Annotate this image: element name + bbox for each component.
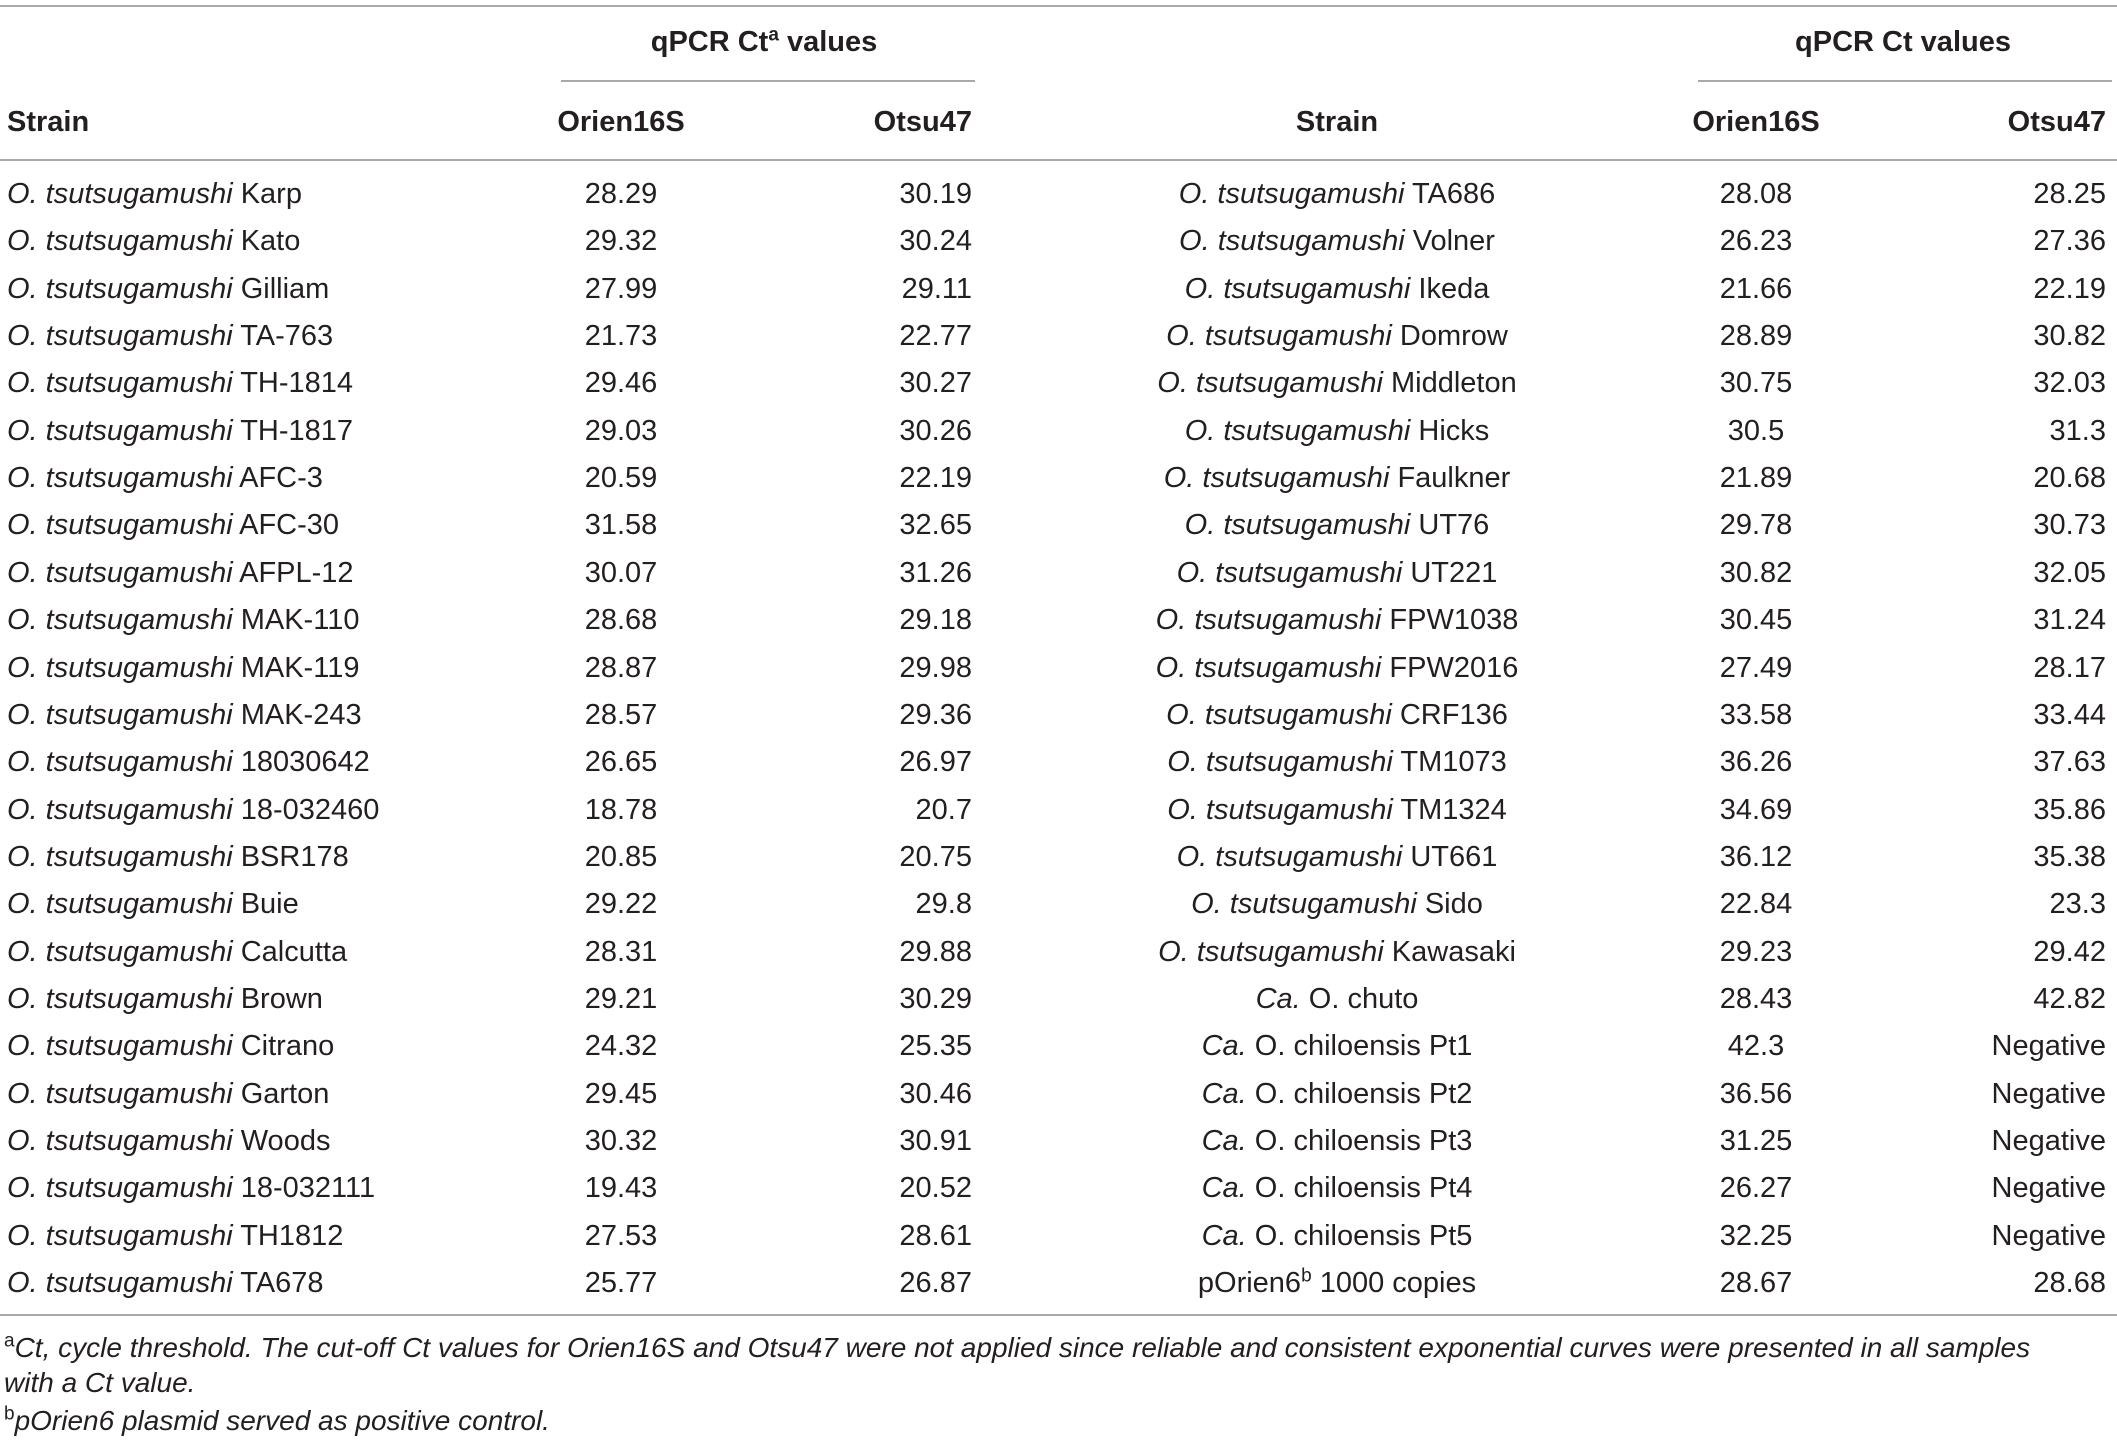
footnote-b-mark: b <box>4 1403 15 1425</box>
otsu47-value-right: 31.24 <box>2033 604 2106 636</box>
strain-label: Woods <box>232 1125 331 1157</box>
otsu47-value-right: 30.73 <box>2033 509 2106 541</box>
col-header-orien16s-left: Orien16S <box>557 106 685 138</box>
strain-genus: O. tsutsugamushi <box>7 509 233 541</box>
strain-label: Hicks <box>1410 415 1490 447</box>
strain-genus: Ca. <box>1201 1125 1247 1157</box>
strain-label-tail: 1000 copies <box>1311 1267 1477 1299</box>
strain-genus: Ca. <box>1201 1030 1247 1062</box>
orien16s-value-left: 30.32 <box>584 1125 658 1157</box>
orien16s-value-left: 28.87 <box>584 652 658 684</box>
strain-genus: O. tsutsugamushi <box>7 462 233 494</box>
orien16s-value-right: 28.08 <box>1719 178 1793 210</box>
strain-label: MAK-110 <box>232 604 360 636</box>
group-rule-left <box>561 80 975 82</box>
strain-label: AFC-30 <box>232 509 340 541</box>
strain-label: MAK-119 <box>232 652 360 684</box>
otsu47-value-left: 30.27 <box>899 367 972 399</box>
strain-name-left <box>7 982 323 1016</box>
strain-name-right <box>1179 177 1495 211</box>
strain-genus: O. tsutsugamushi <box>7 367 233 399</box>
strain-name-right <box>1158 935 1516 969</box>
strain-name-right <box>1191 887 1483 921</box>
strain-name-left <box>7 651 359 685</box>
orien16s-value-right: 28.89 <box>1719 320 1793 352</box>
strain-genus: O. tsutsugamushi <box>7 1172 233 1204</box>
strain-genus: O. tsutsugamushi <box>7 983 233 1015</box>
otsu47-value-right: 28.25 <box>2033 178 2106 210</box>
strain-genus: O. tsutsugamushi <box>1191 888 1417 920</box>
strain-label: TA678 <box>232 1267 324 1299</box>
strain-label: UT661 <box>1402 841 1498 873</box>
strain-name-left <box>7 1077 329 1111</box>
otsu47-value-left: 22.19 <box>899 462 972 494</box>
orien16s-value-left: 20.85 <box>584 841 658 873</box>
orien16s-value-right: 29.78 <box>1719 509 1793 541</box>
strain-label: FPW2016 <box>1381 652 1519 684</box>
strain-name-left <box>7 556 354 590</box>
strain-genus: O. tsutsugamushi <box>7 178 233 210</box>
orien16s-value-right: 30.5 <box>1727 415 1785 447</box>
orien16s-value-left: 29.32 <box>584 225 658 257</box>
orien16s-value-left: 20.59 <box>584 462 658 494</box>
orien16s-value-right: 21.89 <box>1719 462 1793 494</box>
footnote-mark-b: b <box>1301 1265 1312 1287</box>
footnote-a-mark: a <box>4 1330 15 1352</box>
strain-label: TM1073 <box>1392 746 1507 778</box>
strain-label: MAK-243 <box>232 699 362 731</box>
orien16s-value-left: 30.07 <box>584 557 658 589</box>
strain-label: TH-1817 <box>232 415 354 447</box>
otsu47-value-left: 20.7 <box>915 794 972 826</box>
top-rule <box>0 5 2117 7</box>
strain-name-left <box>7 1266 323 1300</box>
strain-label: Kato <box>232 225 301 257</box>
otsu47-value-left: 26.97 <box>899 746 972 778</box>
strain-genus: O. tsutsugamushi <box>7 415 233 447</box>
otsu47-value-right: 22.19 <box>2033 273 2106 305</box>
strain-genus: O. tsutsugamushi <box>7 1078 233 1110</box>
strain-genus: Ca. <box>1201 1220 1247 1252</box>
footnote-b-text: pOrien6 plasmid served as positive control. <box>14 1405 550 1436</box>
strain-genus: O. tsutsugamushi <box>1163 462 1390 494</box>
orien16s-value-right: 26.23 <box>1719 225 1793 257</box>
strain-genus: O. tsutsugamushi <box>7 1125 233 1157</box>
strain-name-right <box>1202 1029 1473 1063</box>
strain-name-right <box>1256 982 1419 1016</box>
strain-name-left <box>7 840 349 874</box>
col-header-strain-right: Strain <box>1295 106 1379 138</box>
strain-genus: Ca. <box>1201 1078 1247 1110</box>
strain-genus: O. tsutsugamushi <box>7 1267 233 1299</box>
strain-label: Middleton <box>1382 367 1517 399</box>
orien16s-value-left: 31.58 <box>584 509 658 541</box>
strain-label: UT76 <box>1410 509 1490 541</box>
orien16s-value-left: 29.46 <box>584 367 658 399</box>
strain-name-left <box>7 272 329 306</box>
strain-genus: O. tsutsugamushi <box>7 699 233 731</box>
strain-label: Karp <box>232 178 302 210</box>
strain-name-right <box>1156 603 1519 637</box>
otsu47-value-left: 26.87 <box>899 1267 972 1299</box>
strain-name-right <box>1167 745 1507 779</box>
strain-name-left <box>7 935 347 969</box>
orien16s-value-left: 28.29 <box>584 178 658 210</box>
orien16s-value-left: 24.32 <box>584 1030 658 1062</box>
orien16s-value-right: 34.69 <box>1719 794 1793 826</box>
strain-name-right <box>1179 224 1495 258</box>
orien16s-value-left: 27.53 <box>584 1220 658 1252</box>
strain-genus: Ca. <box>1201 1172 1247 1204</box>
strain-name-right <box>1157 366 1516 400</box>
strain-label: O. chiloensis Pt4 <box>1246 1172 1473 1204</box>
orien16s-value-left: 18.78 <box>584 794 658 826</box>
otsu47-value-left: 30.24 <box>899 225 972 257</box>
strain-name-right <box>1177 840 1498 874</box>
strain-label: 18-032460 <box>232 794 380 826</box>
strain-genus: O. tsutsugamushi <box>1158 936 1384 968</box>
strain-label: AFC-3 <box>232 462 323 494</box>
strain-label: TH1812 <box>232 1220 344 1252</box>
strain-label: O. chiloensis Pt2 <box>1246 1078 1473 1110</box>
strain-name-left <box>7 1124 330 1158</box>
strain-name-left <box>7 1029 334 1063</box>
strain-name-right <box>1166 698 1508 732</box>
strain-label: O. chiloensis Pt1 <box>1246 1030 1473 1062</box>
strain-genus: O. tsutsugamushi <box>7 557 233 589</box>
orien16s-value-right: 36.56 <box>1719 1078 1793 1110</box>
otsu47-value-right: 30.82 <box>2033 320 2106 352</box>
group-header-right: qPCR Ct values <box>1795 26 2011 58</box>
orien16s-value-left: 28.57 <box>584 699 658 731</box>
strain-label: Citrano <box>232 1030 335 1062</box>
otsu47-value-left: 28.61 <box>899 1220 972 1252</box>
strain-name-right <box>1185 414 1490 448</box>
strain-label: Buie <box>232 888 299 920</box>
orien16s-value-right: 29.23 <box>1719 936 1793 968</box>
strain-label: TH-1814 <box>232 367 354 399</box>
strain-genus: O. tsutsugamushi <box>1155 652 1382 684</box>
otsu47-value-right: 31.3 <box>2049 415 2106 447</box>
bottom-rule <box>0 1314 2117 1316</box>
strain-name-left <box>7 366 353 400</box>
strain-label: Garton <box>232 1078 330 1110</box>
strain-name-right <box>1185 508 1490 542</box>
otsu47-value-left: 30.46 <box>899 1078 972 1110</box>
otsu47-value-left: 20.75 <box>899 841 972 873</box>
strain-name-left <box>7 1219 343 1253</box>
otsu47-value-right: 27.36 <box>2033 225 2106 257</box>
strain-name-right <box>1185 272 1490 306</box>
otsu47-value-right: 32.05 <box>2033 557 2106 589</box>
orien16s-value-left: 21.73 <box>584 320 658 352</box>
strain-name-right <box>1167 793 1507 827</box>
group-header-left <box>651 25 878 59</box>
group-rule-right <box>1698 80 2112 82</box>
orien16s-value-right: 30.82 <box>1719 557 1793 589</box>
orien16s-value-left: 28.31 <box>584 936 658 968</box>
col-header-otsu47-right: Otsu47 <box>2007 106 2106 138</box>
otsu47-value-right: 28.68 <box>2033 1267 2106 1299</box>
strain-genus: O. tsutsugamushi <box>7 1030 233 1062</box>
orien16s-value-left: 29.03 <box>584 415 658 447</box>
footnote-a-line2: with a Ct value. <box>4 1367 196 1398</box>
strain-genus: O. tsutsugamushi <box>1167 746 1393 778</box>
strain-genus: O. tsutsugamushi <box>1157 367 1383 399</box>
strain-label: BSR178 <box>232 841 349 873</box>
orien16s-value-left: 28.68 <box>584 604 658 636</box>
strain-name-left <box>7 224 300 258</box>
strain-genus: O. tsutsugamushi <box>7 888 233 920</box>
otsu47-value-right: Negative <box>1991 1172 2106 1204</box>
otsu47-value-left: 30.19 <box>899 178 972 210</box>
strain-name-left <box>7 745 370 779</box>
strain-name-left <box>7 698 362 732</box>
strain-genus: O. tsutsugamushi <box>7 652 233 684</box>
strain-name-right <box>1164 461 1511 495</box>
otsu47-value-right: 42.82 <box>2033 983 2106 1015</box>
otsu47-value-left: 29.11 <box>901 273 972 305</box>
otsu47-value-right: Negative <box>1991 1078 2106 1110</box>
otsu47-value-left: 30.26 <box>899 415 972 447</box>
strain-label: 18030642 <box>232 746 370 778</box>
otsu47-value-right: 35.86 <box>2033 794 2106 826</box>
strain-name-right <box>1202 1077 1473 1111</box>
strain-name-right <box>1177 556 1498 590</box>
strain-name-left <box>7 177 302 211</box>
strain-name-left <box>7 508 339 542</box>
strain-genus: O. tsutsugamushi <box>1184 415 1411 447</box>
strain-label: CRF136 <box>1391 699 1508 731</box>
strain-genus: O. tsutsugamushi <box>7 936 233 968</box>
strain-genus: Ca. <box>1255 983 1301 1015</box>
header-rule <box>0 159 2117 161</box>
col-header-otsu47-left: Otsu47 <box>873 106 972 138</box>
strain-name-left <box>7 319 333 353</box>
otsu47-value-right: 29.42 <box>2033 936 2106 968</box>
strain-genus: O. tsutsugamushi <box>1166 699 1392 731</box>
strain-genus: O. tsutsugamushi <box>1184 273 1411 305</box>
orien16s-value-right: 36.26 <box>1719 746 1793 778</box>
strain-label: Sido <box>1416 888 1483 920</box>
strain-label: Volner <box>1404 225 1495 257</box>
orien16s-value-right: 22.84 <box>1719 888 1793 920</box>
strain-name-left <box>7 603 359 637</box>
otsu47-value-left: 30.91 <box>899 1125 972 1157</box>
footnote-a-cont <box>4 1365 195 1400</box>
strain-name-left <box>7 414 353 448</box>
orien16s-value-right: 27.49 <box>1719 652 1793 684</box>
col-header-orien16s-right: Orien16S <box>1692 106 1820 138</box>
strain-name-left <box>7 887 299 921</box>
strain-label: pOrien6 <box>1197 1267 1302 1299</box>
orien16s-value-left: 26.65 <box>584 746 658 778</box>
strain-genus: O. tsutsugamushi <box>7 604 233 636</box>
otsu47-value-left: 29.8 <box>915 888 972 920</box>
otsu47-value-left: 30.29 <box>899 983 972 1015</box>
orien16s-value-right: 33.58 <box>1719 699 1793 731</box>
otsu47-value-right: Negative <box>1991 1030 2106 1062</box>
strain-label: Gilliam <box>232 273 330 305</box>
strain-genus: O. tsutsugamushi <box>7 320 233 352</box>
strain-genus: O. tsutsugamushi <box>1176 557 1403 589</box>
orien16s-value-left: 29.45 <box>584 1078 658 1110</box>
strain-label: Kawasaki <box>1383 936 1516 968</box>
strain-label: FPW1038 <box>1381 604 1519 636</box>
strain-genus: O. tsutsugamushi <box>7 1220 233 1252</box>
footnote-mark-a: a <box>768 24 779 46</box>
orien16s-value-right: 31.25 <box>1719 1125 1793 1157</box>
strain-name-right <box>1202 1171 1473 1205</box>
footnote-a-line1: Ct, cycle threshold. The cut-off Ct values for Orien16S and Otsu47 were not applied since reliable and consistent exponential curves were presented in all samples <box>14 1332 2031 1363</box>
orien16s-value-left: 29.22 <box>584 888 658 920</box>
strain-name-right <box>1198 1266 1476 1300</box>
strain-genus: O. tsutsugamushi <box>1167 794 1393 826</box>
strain-genus: O. tsutsugamushi <box>7 794 233 826</box>
otsu47-value-right: 28.17 <box>2033 652 2106 684</box>
otsu47-value-right: 23.3 <box>2049 888 2106 920</box>
strain-name-right <box>1156 651 1519 685</box>
otsu47-value-right: 37.63 <box>2033 746 2106 778</box>
otsu47-value-left: 29.36 <box>899 699 972 731</box>
otsu47-value-right: 35.38 <box>2033 841 2106 873</box>
group-header-left-tail: values <box>778 26 878 58</box>
strain-label: AFPL-12 <box>232 557 354 589</box>
strain-label: 18-032111 <box>232 1172 376 1204</box>
otsu47-value-right: 32.03 <box>2033 367 2106 399</box>
strain-label: UT221 <box>1402 557 1498 589</box>
strain-name-right <box>1202 1124 1473 1158</box>
strain-label: O. chuto <box>1300 983 1419 1015</box>
strain-genus: O. tsutsugamushi <box>1179 225 1405 257</box>
orien16s-value-right: 21.66 <box>1719 273 1793 305</box>
strain-name-left <box>7 793 379 827</box>
footnote-a <box>4 1330 2030 1365</box>
orien16s-value-right: 32.25 <box>1719 1220 1793 1252</box>
otsu47-value-left: 31.26 <box>899 557 972 589</box>
strain-label: Faulkner <box>1389 462 1511 494</box>
otsu47-value-right: 20.68 <box>2033 462 2106 494</box>
orien16s-value-left: 19.43 <box>584 1172 658 1204</box>
strain-label: Brown <box>232 983 323 1015</box>
orien16s-value-right: 36.12 <box>1719 841 1793 873</box>
footnote-b <box>4 1403 550 1438</box>
orien16s-value-right: 26.27 <box>1719 1172 1793 1204</box>
otsu47-value-left: 25.35 <box>899 1030 972 1062</box>
strain-genus: O. tsutsugamushi <box>1176 841 1403 873</box>
strain-label: TA-763 <box>232 320 334 352</box>
col-header-strain-left: Strain <box>7 106 90 138</box>
otsu47-value-left: 32.65 <box>899 509 972 541</box>
strain-name-left <box>7 1171 375 1205</box>
group-header-left-text: qPCR Ct <box>650 26 769 58</box>
strain-genus: O. tsutsugamushi <box>1166 320 1392 352</box>
otsu47-value-left: 20.52 <box>899 1172 972 1204</box>
otsu47-value-left: 29.18 <box>899 604 972 636</box>
strain-genus: O. tsutsugamushi <box>7 746 233 778</box>
orien16s-value-right: 28.43 <box>1719 983 1793 1015</box>
otsu47-value-right: Negative <box>1991 1220 2106 1252</box>
otsu47-value-right: Negative <box>1991 1125 2106 1157</box>
strain-label: O. chiloensis Pt3 <box>1246 1125 1473 1157</box>
orien16s-value-left: 25.77 <box>584 1267 658 1299</box>
otsu47-value-right: 33.44 <box>2033 699 2106 731</box>
orien16s-value-right: 28.67 <box>1719 1267 1793 1299</box>
orien16s-value-left: 29.21 <box>584 983 658 1015</box>
strain-label: Calcutta <box>232 936 348 968</box>
strain-genus: O. tsutsugamushi <box>1178 178 1405 210</box>
otsu47-value-left: 22.77 <box>899 320 972 352</box>
strain-genus: O. tsutsugamushi <box>1155 604 1382 636</box>
strain-label: Ikeda <box>1410 273 1490 305</box>
otsu47-value-left: 29.98 <box>899 652 972 684</box>
orien16s-value-right: 42.3 <box>1727 1030 1785 1062</box>
strain-label: Domrow <box>1391 320 1508 352</box>
strain-genus: O. tsutsugamushi <box>1184 509 1411 541</box>
orien16s-value-right: 30.45 <box>1719 604 1793 636</box>
strain-label: O. chiloensis Pt5 <box>1246 1220 1473 1252</box>
otsu47-value-left: 29.88 <box>899 936 972 968</box>
strain-genus: O. tsutsugamushi <box>7 273 233 305</box>
strain-name-right <box>1166 319 1508 353</box>
strain-genus: O. tsutsugamushi <box>7 841 233 873</box>
strain-genus: O. tsutsugamushi <box>7 225 233 257</box>
strain-label: TA686 <box>1404 178 1496 210</box>
orien16s-value-right: 30.75 <box>1719 367 1793 399</box>
orien16s-value-left: 27.99 <box>584 273 658 305</box>
strain-name-right <box>1202 1219 1473 1253</box>
strain-name-left <box>7 461 323 495</box>
strain-label: TM1324 <box>1392 794 1507 826</box>
